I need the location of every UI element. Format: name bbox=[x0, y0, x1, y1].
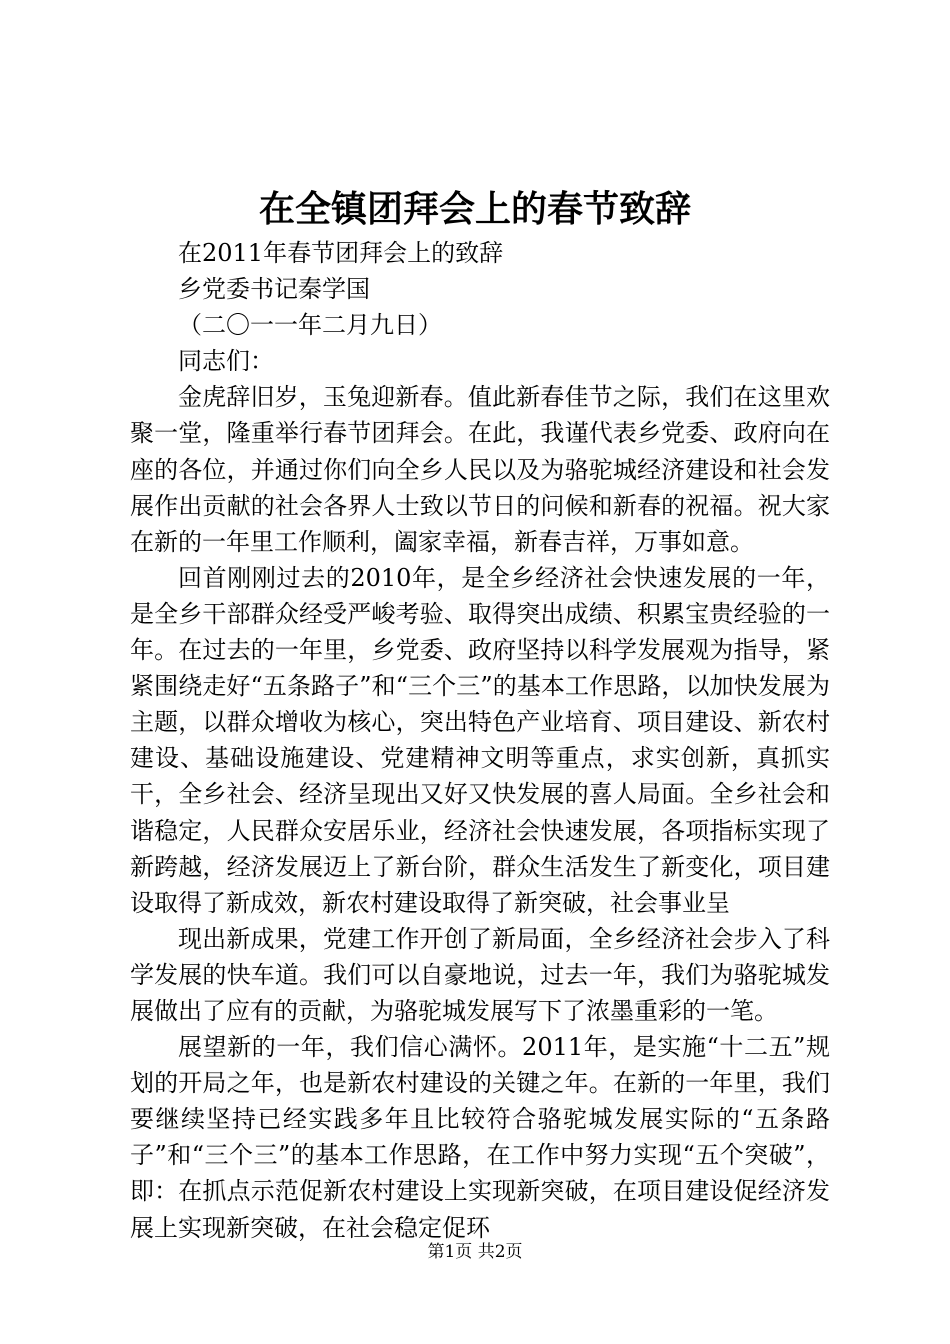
paragraph-heading: 在2011年春节团拜会上的致辞 bbox=[178, 239, 504, 267]
paragraph-salutation: 同志们： bbox=[178, 347, 274, 376]
paragraph-date: （二〇一一年二月九日） bbox=[178, 311, 442, 340]
document-body bbox=[130, 235, 830, 1246]
paragraph-greeting: 金虎辞旧岁，玉兔迎新春。值此新春佳节之际，我们在这里欢聚一堂，隆重举行春节团拜会。在此，我谨代表乡党委、政府向在座的各位，并通过你们向全乡人民以及为骆驼城经济建设和社会发展作出贡献的社会各界人士致以节日的问候和新春的祝福。祝大家在新的一年里工作顺利，阖家幸福，新春吉祥，万事如意。 bbox=[130, 383, 830, 556]
paragraph-review: 回首刚刚过去的2010年，是全乡经济社会快速发展的一年，是全乡干部群众经受严峻考验、取得突出成绩、积累宝贵经验的一年。在过去的一年里，乡党委、政府坚持以科学发展观为指导，紧紧围绕走好“五条路子”和“三个三”的基本工作思路，以加快发展为主题，以群众增收为核心，突出特色产业培育、项目建设、新农村建设、基础设施建设、党建精神文明等重点，求实创新，真抓实干，全乡社会、经济呈现出又好又快发展的喜人局面。全乡社会和谐稳定，人民群众安居乐业，经济社会快速发展，各项指标实现了新跨越，经济发展迈上了新台阶，群众生活发生了新变化，项目建设取得了新成效，新农村建设取得了新突破，社会事业呈 bbox=[130, 563, 830, 917]
page-number-footer: 第1页 共2页 bbox=[427, 1242, 523, 1262]
paragraph-review-continued: 现出新成果，党建工作开创了新局面，全乡经济社会步入了科学发展的快车道。我们可以自豪地说，过去一年，我们为骆驼城发展做出了应有的贡献，为骆驼城发展写下了浓墨重彩的一笔。 bbox=[130, 924, 830, 1025]
paragraph-outlook: 展望新的一年，我们信心满怀。2011年，是实施“十二五”规划的开局之年，也是新农村建设的关键之年。在新的一年里，我们要继续坚持已经实践多年且比较符合骆驼城发展实际的“五条路子”和“三个三”的基本工作思路，在工作中努力实现“五个突破”，即：在抓点示范促新农村建设上实现新突破，在项目建设促经济发展上实现新突破，在社会稳定促环 bbox=[130, 1033, 830, 1242]
paragraph-author: 乡党委书记秦学国 bbox=[178, 275, 370, 304]
document-title: 在全镇团拜会上的春节致辞 bbox=[258, 188, 691, 230]
